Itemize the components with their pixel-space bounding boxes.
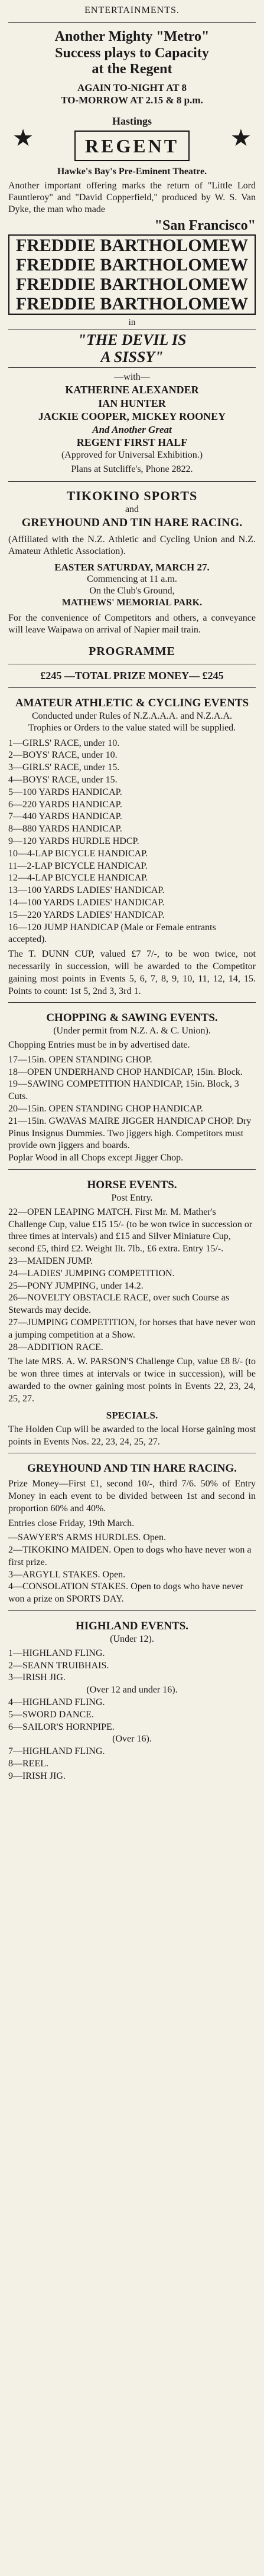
event-item: 5—SWORD DANCE. (8, 1709, 94, 1720)
event-item: 9—IRISH JIG. (8, 1770, 66, 1781)
affiliation: (Affiliated with the N.Z. Athletic and Cycling Union and N.Z. Amateur Athletic Association). (8, 534, 256, 557)
event-item: 24—LADIES' JUMPING COMPETITION. (8, 1268, 175, 1279)
event-item: 3—GIRLS' RACE, under 15. (8, 762, 120, 773)
event-item: 6—SAILOR'S HORNPIPE. (8, 1721, 115, 1732)
dunn-cup-note: The T. DUNN CUP, valued £7 7/-, to be won twice, not necessarily in succession, will be awarded to the Competitor gaining most points in Events 5, 6, 7, 8, 9, 10, 11, 12, 14, 15. Points to count: 1st 5, 2nd 3, 3rd 1. (8, 949, 256, 996)
cast-member-2: IAN HUNTER (98, 397, 166, 409)
event-item: 10—4-LAP BICYCLE HANDICAP. (8, 848, 148, 859)
venue-box (74, 115, 190, 161)
star-name-box (8, 234, 256, 315)
event-item: 19—SAWING COMPETITION HANDICAP, 15in. Block, 3 Cuts. (8, 1079, 239, 1102)
divider (8, 22, 256, 23)
total-prize-money: £245 —TOTAL PRIZE MONEY— £245 (40, 670, 224, 682)
event-item: 27—JUMPING COMPETITION, for horses that have never won a jumping competition at a Show. (8, 1317, 256, 1340)
chopping-title: CHOPPING & SAWING EVENTS. (46, 1012, 218, 1025)
event-item: 8—880 YARDS HANDICAP. (8, 824, 122, 834)
event-item: 16—120 JUMP HANDICAP (Male or Female entrants accepted). (8, 922, 216, 945)
event-item: 15—220 YARDS LADIES' HANDICAP. (8, 909, 165, 920)
event-item: 22—OPEN LEAPING MATCH. First Mr. M. Mather's Challenge Cup, value £15 15/- (to be won twice in succession or three times at intervals) and £15 and Silver Miniature Cup, second £5, third £2. Weight Ilt. 7lb., £6 extra. Entry 15/-. (8, 1207, 253, 1254)
divider (8, 687, 256, 688)
event-item: 7—HIGHLAND FLING. (8, 1746, 105, 1757)
venue-town: Hastings (112, 115, 152, 128)
venue-tagline: Hawke's Bay's Pre-Eminent Theatre. (57, 166, 207, 177)
headline-line-2: Success plays to Capacity (55, 45, 209, 61)
highland-title: HIGHLAND EVENTS. (75, 1620, 189, 1633)
trophies-note: Trophies or Orders to the value stated will be supplied. (28, 722, 236, 733)
sports-subtitle: and (125, 504, 139, 515)
session-time-2: TO-MORROW AT 2.15 & 8 p.m. (61, 94, 203, 106)
star-name-1: FREDDIE BARTHOLOMEW (15, 235, 249, 255)
event-item: 23—MAIDEN JUMP. (8, 1256, 93, 1266)
horse-events-list (8, 1207, 256, 1354)
amateur-rules: Conducted under Rules of N.Z.A.A.A. and N.Z.A.A. (31, 710, 233, 721)
event-item: 18—OPEN UNDERHAND CHOP HANDICAP, 15in. Block. (8, 1067, 243, 1077)
event-item: 21—15in. GWAVAS MAIRE JIGGER HANDICAP CHOP. Dry Pinus Insignus Dummies. Two jiggers high. Competitors must provide own jiggers and boards. (8, 1116, 252, 1151)
sports-title: TIKOKINO SPORTS (66, 488, 198, 503)
approval-note: (Approved for Universal Exhibition.) (61, 449, 203, 460)
star-name-4: FREDDIE BARTHOLOMEW (15, 294, 249, 314)
event-item: 6—220 YARDS HANDICAP. (8, 799, 122, 810)
event-item: (Over 16). (112, 1734, 152, 1744)
horse-events-title: HORSE EVENTS. (87, 1179, 177, 1192)
in-label: in (128, 317, 136, 327)
venue-name: REGENT (74, 131, 190, 161)
event-item: 4—CONSOLATION STAKES. Open to dogs who have never won a prize on SPORTS DAY. (8, 1582, 243, 1605)
event-item: 28—ADDITION RACE. (8, 1342, 103, 1352)
greyhound-close-note: Entries close Friday, 19th March. (8, 1518, 135, 1528)
with-label: —with— (114, 372, 150, 383)
event-item: 20—15in. OPEN STANDING CHOP HANDICAP. (8, 1104, 203, 1114)
event-item: 2—SEANN TRUIBHAIS. (8, 1660, 109, 1671)
cast-member-1: KATHERINE ALEXANDER (65, 384, 199, 396)
divider (8, 1002, 256, 1003)
headline-line-1: Another Mighty "Metro" (54, 29, 210, 44)
another-label: And Another Great (92, 423, 172, 435)
intro-paragraph: Another important offering marks the return of "Little Lord Fauntleroy" and "David Copperfield," produced by W. S. Van Dyke, the man who made (8, 180, 256, 214)
event-item: 4—BOYS' RACE, under 15. (8, 774, 118, 785)
event-item: 1—GIRLS' RACE, under 10. (8, 738, 120, 748)
highland-events-list (8, 1648, 256, 1783)
event-item: 8—REEL. (8, 1759, 48, 1769)
event-item: 3—ARGYLL STAKES. Open. (8, 1569, 126, 1580)
programme-title: PROGRAMME (89, 645, 175, 658)
ground-line-2: MATHEWS' MEMORIAL PARK. (61, 598, 203, 608)
horse-entry-note: Post Entry. (111, 1192, 153, 1203)
regent-advertisement (8, 29, 256, 475)
event-item: 11—2-LAP BICYCLE HANDICAP. (8, 860, 148, 871)
athletic-events-list (8, 738, 256, 947)
event-item: 17—15in. OPEN STANDING CHOP. (8, 1054, 152, 1065)
event-item: 7—440 YARDS HANDICAP. (8, 811, 122, 822)
feature-title (8, 330, 256, 369)
divider (8, 1610, 256, 1611)
star-icon-left: ★ (12, 124, 34, 151)
first-half-label: REGENT FIRST HALF (76, 436, 188, 449)
event-item: 25—PONY JUMPING, under 14.2. (8, 1280, 144, 1291)
venue-banner (8, 115, 256, 161)
event-item: 12—4-LAP BICYCLE HANDICAP. (8, 873, 148, 883)
star-name-3: FREDDIE BARTHOLOMEW (15, 274, 249, 294)
highland-note: (Under 12). (110, 1633, 154, 1644)
transport-note: For the convenience of Competitors and others, a conveyance will leave Waipawa on arrival of Napier mail train. (8, 613, 256, 635)
event-date: EASTER SATURDAY, MARCH 27. (54, 562, 210, 573)
divider (8, 481, 256, 482)
feature-title-line-2: A SISSY" (100, 348, 164, 366)
event-item: 5—100 YARDS HANDICAP. (8, 787, 122, 797)
cast-member-3: JACKIE COOPER, MICKEY ROONEY (38, 410, 226, 423)
booking-plans: Plans at Sutcliffe's, Phone 2822. (71, 464, 193, 474)
chopping-note: Chopping Entries must be in by advertised date. (8, 1040, 190, 1051)
chopping-rules: (Under permit from N.Z. A. & C. Union). (53, 1026, 211, 1036)
sports-advertisement (8, 488, 256, 1783)
greyhound-events-list (8, 1532, 256, 1606)
amateur-events-title: AMATEUR ATHLETIC & CYCLING EVENTS (15, 696, 249, 709)
star-icon-right: ★ (230, 124, 252, 151)
holden-cup-note: The Holden Cup will be awarded to the local Horse gaining most points in Events Nos. 22, 23, 24, 25, 27. (8, 1424, 256, 1447)
ground-line-1: On the Club's Ground, (89, 586, 175, 596)
headline-line-3: at the Regent (92, 61, 172, 77)
event-item: 4—HIGHLAND FLING. (8, 1697, 105, 1708)
event-item: —SAWYER'S ARMS HURDLES. Open. (8, 1532, 166, 1543)
event-item: Poplar Wood in all Chops except Jigger Chop. (8, 1153, 184, 1163)
divider (8, 1169, 256, 1170)
previous-film: "San Francisco" (154, 217, 256, 233)
event-item: 14—100 YARDS LADIES' HANDICAP. (8, 897, 165, 908)
event-item: 9—120 YARDS HURDLE HDCP. (8, 836, 139, 846)
event-item: 2—TIKOKINO MAIDEN. Open to dogs who have never won a first prize. (8, 1545, 252, 1567)
session-time-1: AGAIN TO-NIGHT AT 8 (77, 81, 187, 93)
event-item: (Over 12 and under 16). (86, 1685, 178, 1695)
commencing-time: Commencing at 11 a.m. (87, 574, 177, 585)
section-header: ENTERTAINMENTS. (84, 5, 180, 15)
star-name-2: FREDDIE BARTHOLOMEW (15, 255, 249, 275)
event-item: 2—BOYS' RACE, under 10. (8, 750, 118, 761)
specials-title: SPECIALS. (106, 1409, 158, 1421)
greyhound-prize-note: Prize Money—First £1, second 10/-, third 7/6. 50% of Entry Money in each event to be divided between 1st and second in proportion 60% and 40%. (8, 1479, 256, 1514)
feature-title-line-1: "THE DEVIL IS (77, 331, 187, 348)
event-item: 26—NOVELTY OBSTACLE RACE, over such Course as Stewards may decide. (8, 1293, 229, 1316)
event-item: 3—IRISH JIG. (8, 1672, 66, 1683)
sports-title-2: GREYHOUND AND TIN HARE RACING. (21, 516, 243, 530)
greyhound-title: GREYHOUND AND TIN HARE RACING. (27, 1462, 237, 1475)
event-item: 1—HIGHLAND FLING. (8, 1648, 105, 1658)
parson-cup-note: The late MRS. A. W. PARSON'S Challenge Cup, value £8 8/- (to be won three times at intervals or twice in succession), will be awarded to the owner gaining most points in Events 22, 23, 24, 25, 27. (8, 1357, 256, 1404)
chopping-events-list (8, 1054, 256, 1165)
event-item: 13—100 YARDS LADIES' HANDICAP. (8, 885, 165, 896)
